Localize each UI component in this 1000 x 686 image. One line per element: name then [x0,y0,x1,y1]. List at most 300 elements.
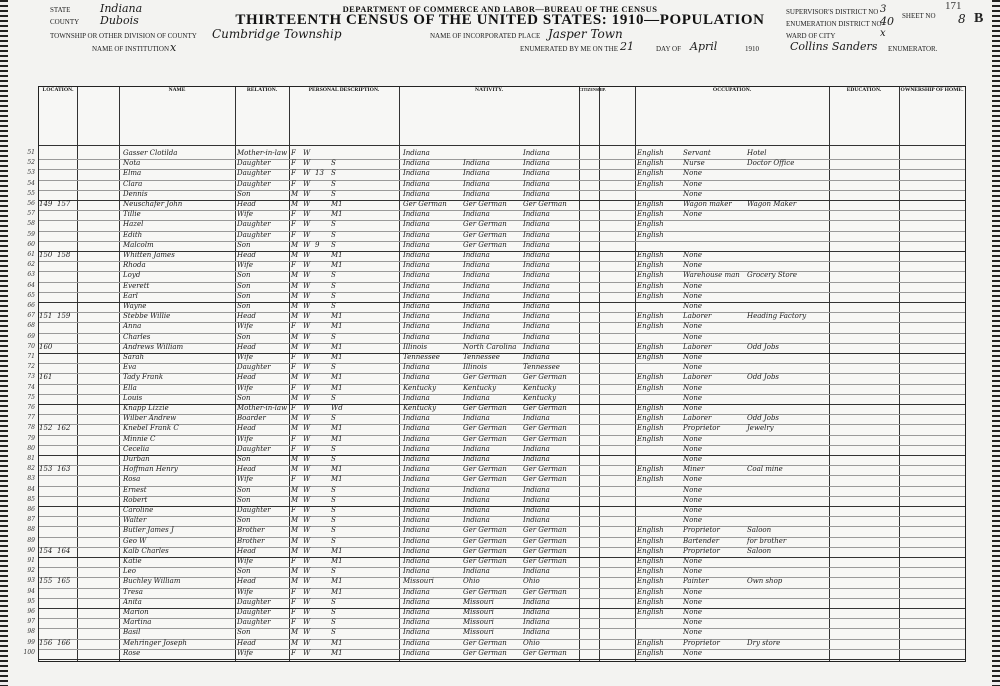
table-row [27,546,965,556]
cell-lang: English [637,526,664,535]
cell-race: W [303,546,311,555]
cell-ms: M1 [331,373,343,382]
cell-rel: Head [237,424,256,433]
line-number: 82 [27,465,35,473]
cell-lang: English [637,597,664,606]
cell-ind: Own shop [747,577,783,586]
cell-birth: Indiana [403,179,430,188]
cell-fbirth: Indiana [463,261,490,270]
cell-sex: M [291,251,299,259]
cell-ms: S [331,485,336,494]
cell-rel: Daughter [237,618,271,627]
sheet-label: SHEET NO [902,12,936,20]
cell-name: Tillie [123,210,141,219]
cell-fbirth: Ger German [463,404,507,412]
cell-race: W [303,281,311,290]
line-number: 65 [27,291,35,299]
cell-name: Marion [123,608,149,616]
cell-lang: English [637,210,664,219]
line-number: 74 [27,383,35,391]
cell-ind: Coal mine [747,465,783,474]
cell-occ: None [683,393,702,402]
cell-lang: English [637,373,664,382]
cell-ind: Hotel [747,149,767,157]
col-nativity: NATIVITY. [475,87,503,93]
cell-fbirth: Ger German [463,526,507,535]
cell-sex: M [291,200,299,208]
cell-race: W [303,210,311,219]
table-row [27,261,965,270]
cell-birth: Kentucky [403,404,437,412]
cell-occ: None [683,516,702,525]
cell-rel: Head [237,200,256,208]
cell-race: W [303,648,311,657]
cell-occ: None [683,597,702,606]
cell-birth: Indiana [403,291,430,300]
department-heading: DEPARTMENT OF COMMERCE AND LABOR—BUREAU OF THE CENSUS [342,4,658,14]
cell-rel: Son [237,567,251,576]
cell-rel: Head [237,465,256,474]
cell-ms: M1 [331,210,343,219]
cell-race: W [303,455,311,463]
cell-lang: English [637,465,664,474]
cell-occ: None [683,169,702,178]
table-row [27,567,965,576]
cell-occ: Nurse [683,159,705,168]
cell-birth: Indiana [403,149,430,157]
cell-ms: S [331,240,336,249]
cell-birth: Ger German [403,200,447,208]
line-number: 71 [27,353,35,360]
cell-ms: S [331,230,336,239]
cell-lang: English [637,567,664,576]
cell-birth: Indiana [403,455,430,463]
cell-occ: None [683,332,702,341]
cell-lang: English [637,230,664,239]
cell-name: Gasser Clotilda [123,149,178,157]
cell-race: W [303,628,311,637]
cell-occ: None [683,291,702,300]
cell-name: Basil [123,628,141,637]
cell-name: Caroline [123,506,154,514]
cell-lang: English [637,648,664,657]
cell-mbirth: Tennessee [523,363,560,372]
cell-occ: None [683,455,702,463]
line-number: 83 [27,475,35,483]
cell-mbirth: Indiana [523,455,550,463]
cell-occ: None [683,587,702,596]
institution-value: x [170,41,177,54]
cell-race: W [303,332,311,341]
cell-lang: English [637,383,664,392]
cell-mbirth: Indiana [523,322,550,331]
cell-birth: Indiana [403,363,430,372]
cell-fbirth: Missouri [463,618,494,627]
cell-race: W [303,363,311,372]
cell-occ: None [683,506,702,514]
cell-fbirth: Indiana [463,414,490,423]
line-number: 58 [27,220,35,228]
cell-sex: F [291,506,296,514]
cell-birth: Indiana [403,373,430,382]
cell-race: W [303,159,311,168]
cell-fam: 158 [57,251,71,259]
cell-race: W [303,638,311,647]
table-row [27,169,965,178]
cell-occ: Laborer [683,414,712,423]
cell-ms: M1 [331,557,343,565]
cell-mbirth: Indiana [523,332,550,341]
cell-sex: F [291,618,296,627]
cell-birth: Indiana [403,312,430,321]
census-grid [23,86,966,662]
cell-mbirth: Indiana [523,251,550,259]
cell-rel: Daughter [237,220,271,229]
enumerator-value: Collins Sanders [790,40,878,53]
cell-occ: None [683,475,702,484]
cell-rel: Head [237,577,256,586]
cell-sex: M [291,628,299,637]
cell-rel: Wife [237,557,254,565]
cell-ms: M1 [331,577,343,586]
cell-race: W [303,557,311,565]
table-row [27,495,965,505]
line-number: 81 [27,455,35,462]
cell-sex: F [291,322,296,331]
cell-mbirth: Indiana [523,159,550,168]
cell-birth: Indiana [403,648,430,657]
cell-name: Rose [123,648,141,657]
cell-birth: Indiana [403,230,430,239]
cell-sex: F [291,179,296,188]
sheet-letter: B [974,11,984,26]
cell-birth: Indiana [403,220,430,229]
cell-birth: Indiana [403,638,430,647]
cell-occ: Proprietor [683,526,720,535]
cell-ind: Saloon [747,546,772,555]
cell-ms: S [331,495,336,504]
cell-ms: S [331,179,336,188]
cell-ms: M1 [331,638,343,647]
cell-mbirth: Indiana [523,281,550,290]
cell-mbirth: Indiana [523,353,550,361]
table-row [27,434,965,444]
table-row [27,404,965,413]
cell-race: W [303,353,311,361]
cell-ind: Odd Jobs [747,342,780,351]
line-number: 96 [27,608,35,615]
cell-ms: S [331,332,336,341]
cell-fbirth: Ger German [463,465,507,474]
cell-lang: English [637,577,664,586]
cell-fbirth: Ger German [463,373,507,382]
cell-occ: None [683,648,702,657]
cell-age: 13 [315,169,324,178]
table-row [27,251,965,260]
cell-race: W [303,240,311,249]
cell-birth: Indiana [403,546,430,555]
cell-race: W [303,618,311,627]
cell-mbirth: Kentucky [523,383,557,392]
cell-ms: S [331,159,336,168]
cell-fbirth: Indiana [463,271,490,280]
table-row [27,526,965,535]
cell-mbirth: Indiana [523,608,550,616]
cell-race: W [303,567,311,576]
cell-sex: M [291,577,299,586]
cell-rel: Head [237,638,256,647]
line-number: 92 [27,567,35,575]
cell-occ: None [683,210,702,219]
table-row [27,506,965,515]
cell-birth: Indiana [403,159,430,168]
line-number: 69 [27,332,35,340]
cell-rel: Son [237,332,251,341]
cell-mbirth: Ger German [523,465,567,474]
cell-ind: Saloon [747,526,772,535]
cell-sex: M [291,424,299,433]
cell-lang: English [637,353,664,361]
cell-rel: Son [237,281,251,290]
cell-occ: Proprietor [683,546,720,555]
enumerator-label: ENUMERATOR. [888,45,938,53]
cell-sex: F [291,230,296,239]
cell-birth: Indiana [403,536,430,545]
cell-name: Everett [123,281,150,290]
cell-race: W [303,230,311,239]
cell-ms: M1 [331,200,343,208]
cell-rel: Daughter [237,159,271,168]
cell-rel: Wife [237,353,254,361]
cell-lang: English [637,546,664,555]
cell-birth: Indiana [403,434,430,443]
cell-ms: S [331,536,336,545]
cell-sex: M [291,373,299,382]
cell-mbirth: Indiana [523,414,550,423]
cell-sex: F [291,169,296,178]
cell-ms: M1 [331,587,343,596]
cell-lang: English [637,169,664,178]
cell-rel: Son [237,302,251,310]
cell-name: Eva [123,363,137,372]
cell-sex: F [291,557,296,565]
table-row [27,342,965,352]
cell-rel: Head [237,342,256,351]
cell-birth: Indiana [403,465,430,474]
line-number: 67 [27,312,35,320]
cell-name: Sarah [123,353,144,361]
cell-name: Andrews William [123,342,184,351]
cell-name: Stebbe Willie [123,312,171,321]
enum-district-value: 40 [880,15,894,28]
cell-mbirth: Indiana [523,230,550,239]
township-label: TOWNSHIP OR OTHER DIVISION OF COUNTY [50,32,197,40]
cell-name: Wilber Andrew [123,414,177,423]
cell-rel: Daughter [237,363,271,372]
cell-mbirth: Indiana [523,149,550,157]
cell-rel: Head [237,546,256,555]
line-number: 90 [27,546,35,554]
cell-fbirth: Missouri [463,597,494,606]
cell-sex: F [291,587,296,596]
line-number: 76 [27,404,35,411]
cell-name: Hoffman Henry [123,465,178,474]
cell-birth: Indiana [403,485,430,494]
cell-occ: None [683,383,702,392]
cell-name: Kalb Charles [123,546,169,555]
cell-rel: Wife [237,383,254,392]
cell-occ: None [683,189,702,198]
line-number: 63 [27,271,35,279]
cell-birth: Kentucky [403,383,437,392]
cell-ms: M1 [331,261,343,270]
table-row [27,353,965,362]
line-number: 84 [27,485,35,493]
cell-occ: None [683,353,702,361]
cell-name: Louis [123,393,143,402]
cell-fbirth: Ger German [463,546,507,555]
cell-rel: Son [237,189,251,198]
cell-race: W [303,373,311,382]
cell-birth: Indiana [403,271,430,280]
cell-race: W [303,291,311,300]
line-number: 75 [27,393,35,401]
cell-birth: Indiana [403,414,430,423]
line-number: 77 [27,414,35,422]
cell-rel: Mother-in-law [237,149,288,157]
cell-fbirth: Indiana [463,485,490,494]
cell-occ: None [683,608,702,616]
cell-fbirth: North Carolina [463,342,517,351]
table-row [27,557,965,566]
cell-occ: Proprietor [683,424,720,433]
cell-birth: Indiana [403,240,430,249]
col-location: LOCATION. [42,87,74,93]
cell-fam: 164 [57,546,71,555]
cell-rel: Daughter [237,444,271,453]
table-row [27,393,965,403]
cell-occ: Laborer [683,342,712,351]
cell-sex: M [291,495,299,504]
cell-lang: English [637,536,664,545]
line-number: 87 [27,516,35,524]
cell-fbirth: Kentucky [463,383,497,392]
cell-ms: M1 [331,353,343,361]
cell-race: W [303,271,311,280]
cell-rel: Boarder [237,414,266,423]
cell-occ: None [683,363,702,372]
cell-occ: Warehouse man [683,271,740,280]
place-label: NAME OF INCORPORATED PLACE [430,32,541,40]
cell-fbirth: Indiana [463,210,490,219]
table-row [27,332,965,342]
table-row [27,281,965,291]
cell-sex: M [291,516,299,525]
cell-mbirth: Ger German [523,404,567,412]
census-title: THIRTEENTH CENSUS OF THE UNITED STATES: 1910—POPULATION [235,12,765,28]
line-number: 72 [27,363,35,371]
cell-race: W [303,220,311,229]
cell-birth: Indiana [403,628,430,637]
table-row [27,608,965,617]
cell-fbirth: Indiana [463,393,490,402]
cell-sex: M [291,271,299,280]
table-row [27,444,965,454]
cell-sex: F [291,434,296,443]
cell-occ: None [683,567,702,576]
cell-sex: F [291,608,296,616]
cell-race: W [303,536,311,545]
cell-occ: None [683,485,702,494]
cell-mbirth: Indiana [523,628,550,637]
cell-ind: Grocery Store [747,271,798,280]
cell-rel: Daughter [237,179,271,188]
line-number: 78 [27,424,35,432]
cell-occ: Miner [683,465,705,474]
cell-occ: Painter [683,577,709,586]
table-row [23,648,965,658]
cell-fam: 162 [57,424,71,433]
cell-occ: None [683,628,702,637]
cell-name: Buchley William [123,577,181,586]
cell-birth: Indiana [403,424,430,433]
cell-rel: Wife [237,322,254,331]
line-number: 94 [27,587,35,595]
cell-sex: F [291,648,296,657]
cell-occ: Bartender [683,536,720,545]
cell-mbirth: Indiana [523,220,550,229]
cell-ms: S [331,567,336,576]
cell-mbirth: Ger German [523,557,567,565]
line-number: 68 [27,322,35,330]
line-number: 57 [27,210,35,218]
cell-mbirth: Indiana [523,169,550,178]
cell-race: W [303,312,311,321]
cell-sex: F [291,220,296,229]
table-row [27,200,965,209]
table-row [27,302,965,311]
cell-fam: 157 [57,200,71,208]
table-row [27,597,965,607]
cell-name: Knebel Frank C [123,424,179,433]
cell-birth: Indiana [403,332,430,341]
cell-fbirth: Ger German [463,200,507,208]
cell-sex: M [291,455,299,463]
col-personal: PERSONAL DESCRIPTION. [308,87,380,93]
cell-race: W [303,465,311,474]
cell-birth: Indiana [403,251,430,259]
cell-fbirth: Indiana [463,159,490,168]
cell-rel: Daughter [237,230,271,239]
cell-sex: M [291,465,299,474]
table-row [27,383,965,393]
cell-ms: S [331,271,336,280]
cell-fbirth: Tennessee [463,353,500,361]
cell-sex: M [291,240,299,249]
cell-ms: S [331,189,336,198]
cell-mbirth: Indiana [523,302,550,310]
cell-mbirth: Indiana [523,567,550,576]
cell-rel: Daughter [237,597,271,606]
cell-dw: 153 [39,465,53,474]
cell-sex: M [291,393,299,402]
year-label: 1910 [745,45,759,53]
cell-sex: M [291,332,299,341]
cell-rel: Wife [237,648,254,657]
cell-fbirth: Indiana [463,281,490,290]
cell-lang: English [637,281,664,290]
cell-mbirth: Indiana [523,516,550,525]
